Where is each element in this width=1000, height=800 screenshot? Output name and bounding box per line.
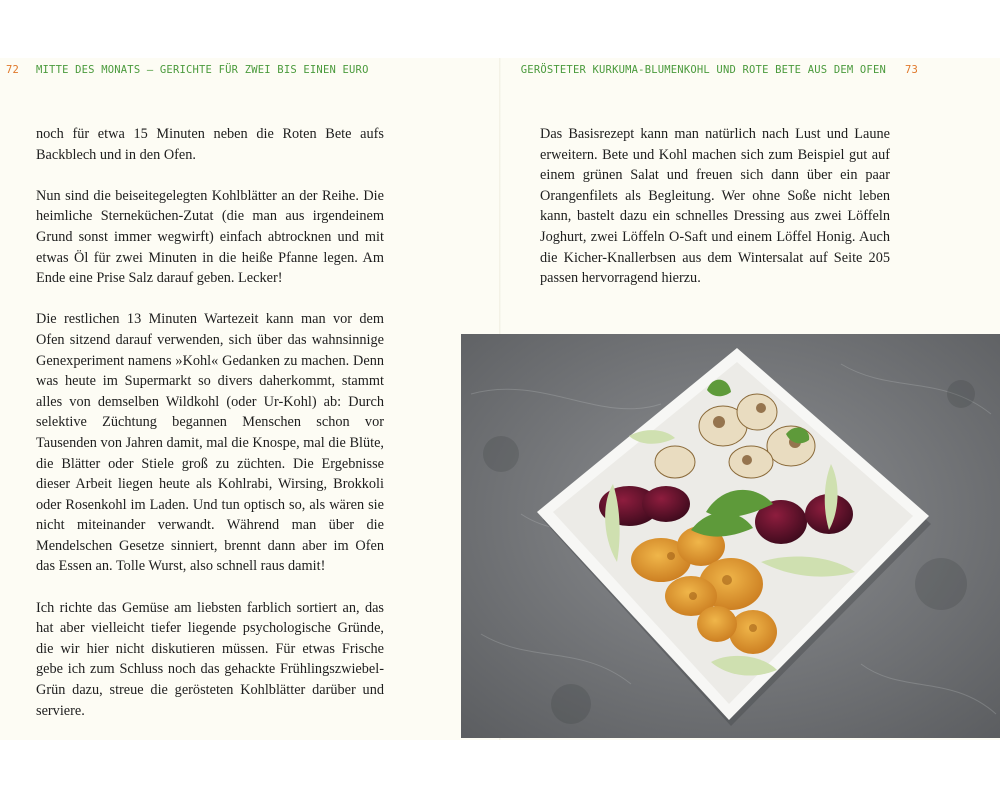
paragraph: Nun sind die beiseitegelegten Kohlblätter an der Reihe. Die heimliche Sterneküchen-Zutat (die man aus irgendeinem Grund sonst immer wegwirft) einfach abtrocknen und mit etwas Öl für zwei Minuten in die heiße Pfanne legen. Am Ende eine Prise Salz darauf geben. Lecker!: [36, 187, 384, 287]
paragraph: Das Basisrezept kann man natürlich nach Lust und Laune erweitern. Bete und Kohl machen sich zum Beispiel gut auf einem grünen Salat und freuen sich dann über ein paar Orangenfilets als Begleitung. Wer ohne Soße nicht leben kann, bastelt dazu ein schnelles Dressing aus zwei Löffeln Joghurt, zwei Löffeln O-Saft und einem Löffel Honig. Auch die Kicher-Knallerbsen aus dem Wintersalat auf Seite 205 passen hervorragend hierzu.: [540, 126, 890, 287]
paragraph: Ich richte das Gemüse am liebsten farblich sortiert an, das hat aber vielleicht tiefer liegende psychologische Gründe, die wir hier nicht diskutieren müssen. Für etwas Frische gebe ich zum Schluss noch das gehackte Frühlingszwiebel-Grün dazu, streue die gerösteten Kohlblätter darüber und serviere.: [36, 599, 384, 719]
plated-dish-illustration: [461, 334, 1000, 738]
left-page-body: [36, 124, 384, 742]
left-running-head: MITTE DES MONATS – GERICHTE FÜR ZWEI BIS EINEN EURO: [36, 64, 369, 76]
dish-photo: [461, 334, 1000, 738]
paragraph: noch für etwa 15 Minuten neben die Roten Bete aufs Backblech und in den Ofen.: [36, 126, 384, 163]
book-spread: [0, 58, 1000, 740]
right-page-number: 73: [904, 64, 918, 76]
left-page-number: 72: [6, 64, 20, 76]
paragraph: Die restlichen 13 Minuten Wartezeit kann man vor dem Ofen sitzend darauf verwenden, sich über das wahnsinnige Genexperiment namens »Kohl« Gedanken zu machen. Denn was heute im Supermarkt so divers daherkommt, stammt alles von demselben Wildkohl (oder Ur-Kohl) ab: Durch selektive Züchtung begannen Menschen schon vor Tausenden von Jahren damit, mal die Knospe, mal die Blüte, die Blätter oder Stiele groß zu züchten. Die Ergebnisse dieser Arbeit liegen heute als Kohlrabi, Wirsing, Brokkoli oder Rosenkohl im Laden. Und tun optisch so, als wären sie nicht miteinander verwandt. Während man über die Mendelschen Gesetze sinniert, brennt dann aber im Ofen das Essen an. Tolle Wurst, also schnell raus damit!: [36, 311, 384, 575]
right-page-body: [540, 124, 890, 309]
right-running-head: GERÖSTETER KURKUMA-BLUMENKOHL UND ROTE BETE AUS DEM OFEN: [520, 64, 886, 76]
